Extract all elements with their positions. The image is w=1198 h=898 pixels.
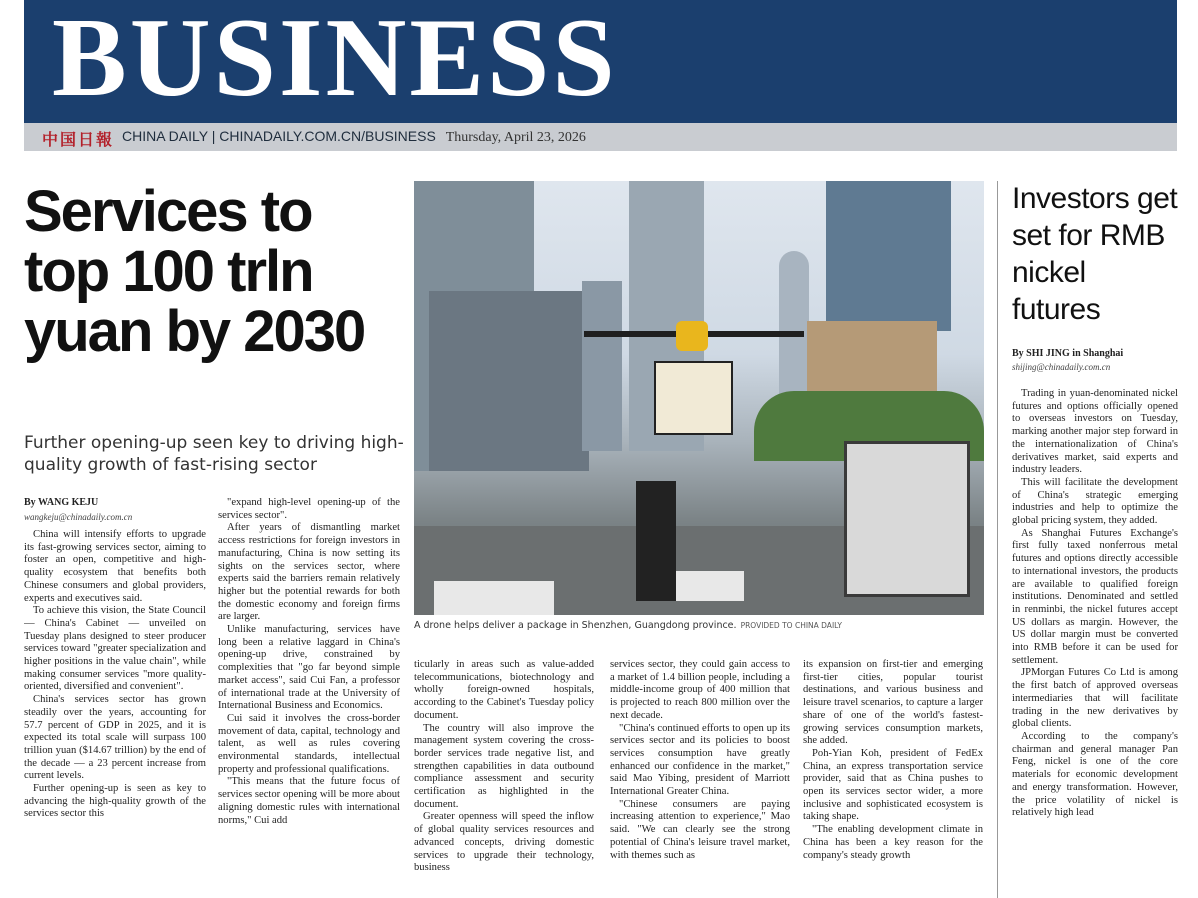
paragraph: "China's continued efforts to open up its services sector and its policies to boost services consumption have greatly enhanced our confidence in the market," said Mao Yibing, president of Marriott International Greater China. — [610, 722, 790, 798]
paragraph: China will intensify efforts to upgrade its fast-growing services sector, aiming to foster an open, competitive and high-quality ecosystem that benefits both Chinese consumers and global providers, experts and executives said. — [24, 529, 206, 604]
paragraph: Further opening-up is seen as key to advancing the high-quality growth of the services sector this — [24, 783, 206, 820]
paragraph: "Chinese consumers are paying increasing attention to experience," Mao said. "We can clearly see the strong potential of China's leisure travel market, with themes such as — [610, 798, 790, 861]
building — [826, 181, 951, 331]
paragraph: Greater openness will speed the inflow of global quality services resources and advanced concepts, driving domestic services to upgrade their technology, business — [414, 811, 594, 874]
paragraph: After years of dismantling market access restrictions for foreign investors in manufacturing, China is now setting its sights on the services sector, where experts said the barriers remain relatively higher but the potential rewards for both the domestic economy and foreign firms are larger. — [218, 522, 400, 623]
paragraph: To achieve this vision, the State Council — China's Cabinet — unveiled on Tuesday plans designed to steer producer services toward "greater specialization and higher positions in the value chain", while making consumer services "more quality-oriented, diversified and convenient". — [24, 605, 206, 693]
china-daily-logo: 中国日報 — [42, 130, 115, 149]
column-divider — [997, 181, 998, 898]
paragraph: its expansion on first-tier and emerging first-tier cities, popular tourist destinations, and various business and leisure travel scenarios, to capture a larger share of one of the world's fastest-growing services consumption markets, she added. — [803, 659, 983, 747]
side-column — [1012, 388, 1178, 898]
paragraph: "expand high-level opening-up of the services sector". — [218, 497, 400, 521]
building — [429, 291, 589, 471]
lead-column-2 — [218, 497, 400, 898]
lead-column-3 — [414, 659, 594, 898]
lead-subhead: Further opening-up seen key to driving high-quality growth of fast-rising sector — [24, 433, 404, 475]
side-author-email: shijing@chinadaily.com.cn — [1012, 362, 1111, 372]
paragraph: Unlike manufacturing, services have long been a relative laggard in China's opening-up drive, constrained by complexities that "go far beyond simple market access", said Cui Fan, a professor of international trade at the University of International Business and Economics. — [218, 624, 400, 712]
building — [582, 281, 622, 451]
photo-caption — [414, 620, 984, 631]
drone-parcel — [654, 361, 733, 435]
paragraph: This will facilitate the development of China's strategic emerging industries and help to optimize the global pricing system, they added. — [1012, 476, 1178, 527]
drone-delivery-photo — [414, 181, 984, 615]
issue-date: Thursday, April 23, 2026 — [445, 130, 586, 145]
lead-column-5 — [803, 659, 983, 898]
lead-byline: By WANG KEJU — [24, 497, 99, 508]
paragraph: China's services sector has grown steadily over the years, accounting for 57.7 percent of GDP in 2025, and it is expected its total scale will surpass 100 trillion yuan ($14.67 trillion) by the end of the decade — a 23 percent increase from current levels. — [24, 694, 206, 782]
marker — [664, 571, 744, 601]
paragraph: ticularly in areas such as value-added telecommunications, biotechnology and wholly foreign-owned hospitals, according to the Cabinet's Tuesday policy document. — [414, 659, 594, 721]
paragraph: Poh-Yian Koh, president of FedEx China, an express transportation service provider, said that as China pushes to open its services sector wider, a more inclusive and sophisticated ecosystem is taking shape. — [803, 747, 983, 823]
publication-name: CHINA DAILY | CHINADAILY.COM.CN/BUSINESS — [122, 128, 436, 144]
masthead — [24, 0, 1177, 123]
side-headline: Investors get set for RMB nickel futures — [1012, 182, 1178, 326]
paragraph: services sector, they could gain access to a market of 1.4 billion people, including a middle-income group of 400 million that is projected to reach 800 million over the next decade. — [610, 659, 790, 721]
paragraph: Cui said it involves the cross-border movement of data, capital, technology and talent, as well as rules covering environmental standards, intellectual property and professional qualifications. — [218, 712, 400, 775]
delivery-cabinet — [844, 441, 970, 597]
paragraph: JPMorgan Futures Co Ltd is among the first batch of approved overseas intermediaries that will facilitate trading in the new derivatives by global clients. — [1012, 667, 1178, 730]
paragraph: The country will also improve the management system covering the cross-border services trade negative list, and strengthen capabilities in data outbound compliance assessment and security certification as highlighted in the document. — [414, 722, 594, 810]
lead-column-1 — [24, 529, 206, 898]
lead-column-4 — [610, 659, 790, 898]
paragraph: As Shanghai Futures Exchange's first fully taxed nonferrous metal futures and options directly accessible to international investors, the products are available to qualified foreign institutions. Denominated and settled in renminbi, the nickel futures accept US dollars as margin. However, the US dollar margin must be converted into RMB before it can be used for settlement. — [1012, 527, 1178, 666]
paragraph: "This means that the future focus of services sector opening will be more about aligning domestic rules with international norms," Cui add — [218, 776, 400, 826]
publication-line — [122, 128, 586, 146]
drone-body — [676, 321, 708, 351]
marker — [434, 581, 554, 615]
paragraph: Trading in yuan-denominated nickel futures and options officially opened to overseas investors on Tuesday, marking another major step forward in the internationalization of China's derivatives market, said experts and industry leaders. — [1012, 388, 1178, 476]
masthead-title: BUSINESS — [52, 0, 618, 120]
paragraph: "The enabling development climate in China has been a key reason for the company's steady growth — [803, 824, 983, 861]
masthead-strap — [24, 123, 1177, 151]
paragraph: According to the company's chairman and general manager Pan Feng, nickel is one of the core materials for economic development and energy transformation. However, the price volatility of nickel is relatively high lead — [1012, 730, 1178, 819]
person — [636, 481, 676, 601]
side-byline: By SHI JING in Shanghai — [1012, 348, 1124, 359]
photo-credit: PROVIDED TO CHINA DAILY — [740, 621, 842, 630]
caption-text: A drone helps deliver a package in Shenzhen, Guangdong province. — [414, 620, 737, 631]
lead-author-email: wangkeju@chinadaily.com.cn — [24, 512, 133, 522]
lead-headline: Services to top 100 trln yuan by 2030 — [24, 179, 365, 364]
